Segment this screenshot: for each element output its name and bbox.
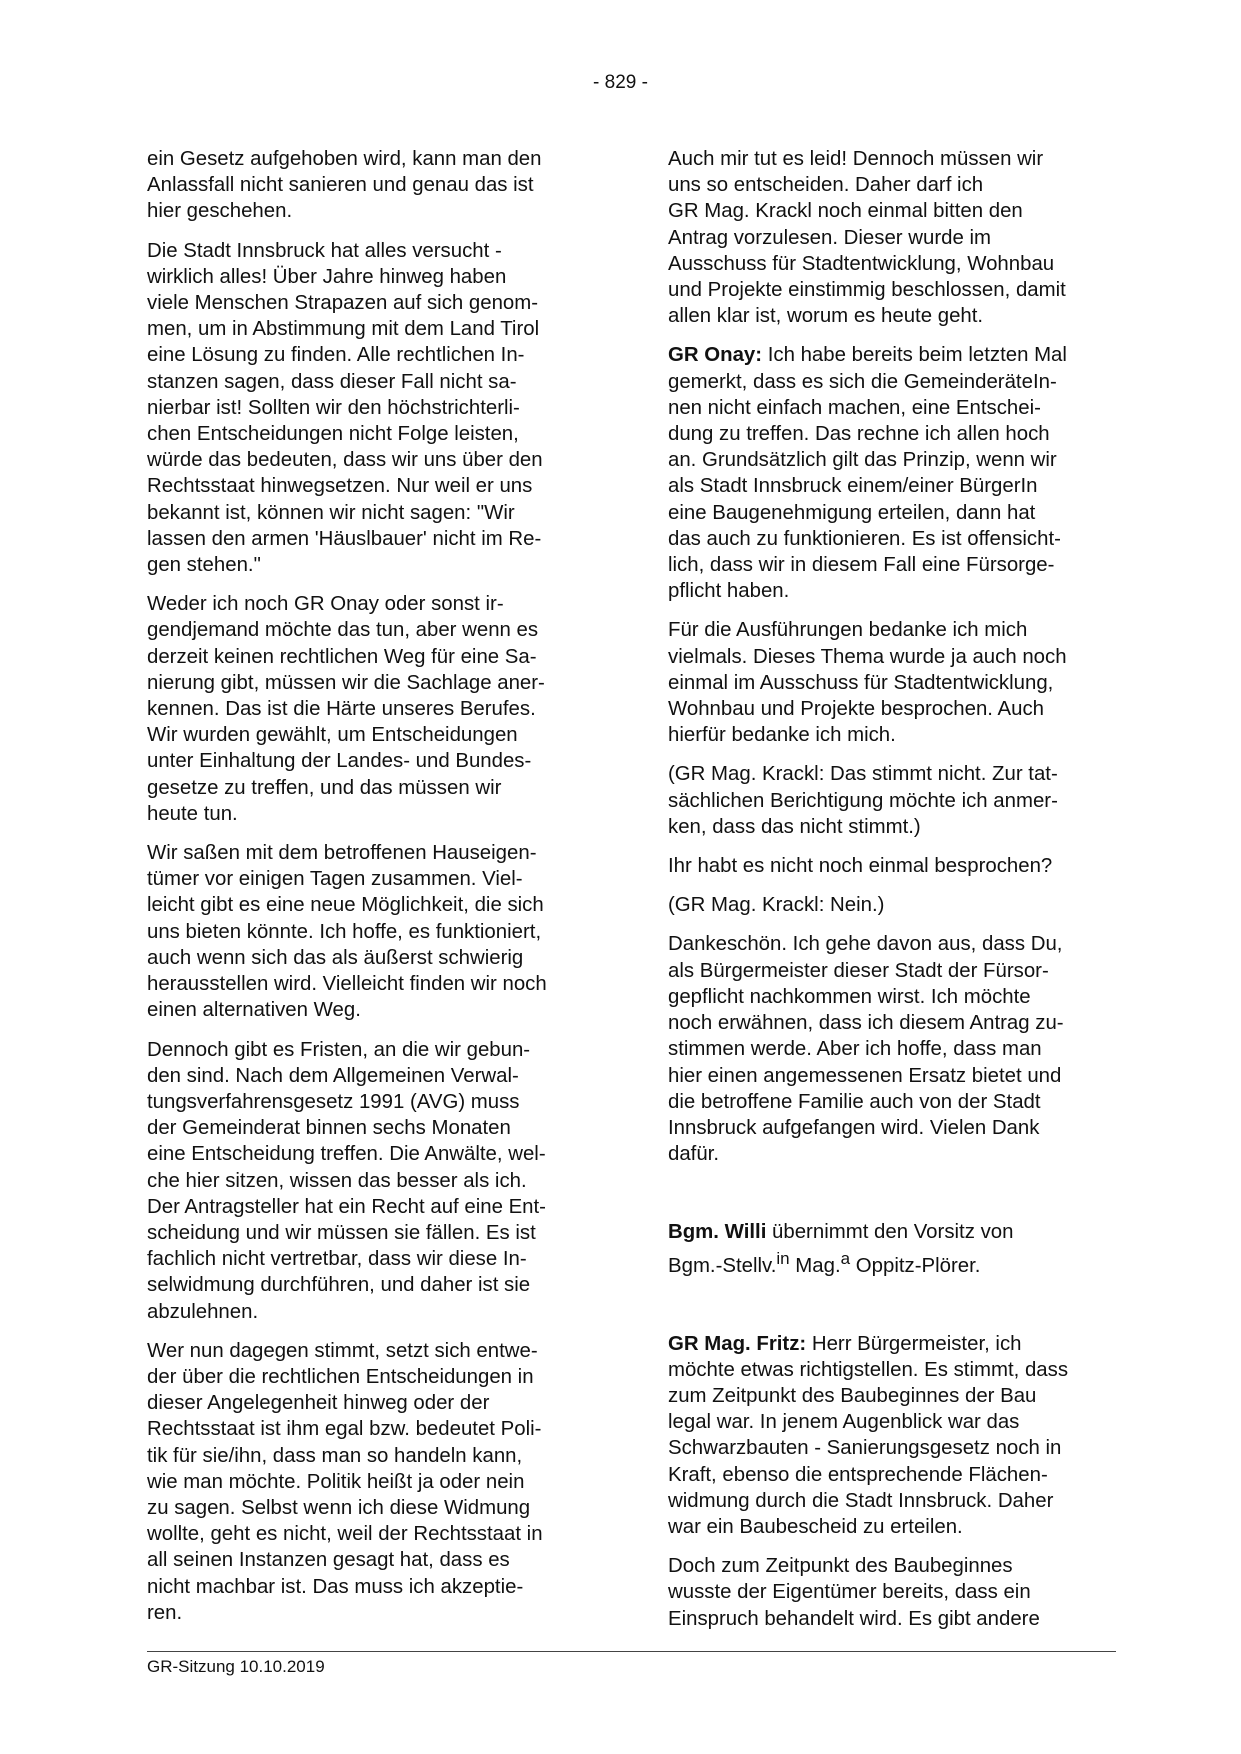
speech-text: Ich habe bereits beim letzten Mal gemerkt, dass es sich die GemeinderäteIn- nen nicht einfach machen, eine Entschei- dung zu treffen. Das rechne ich allen hoch an. Grundsätzlich gilt das Prinzip, wenn wir als Stadt Innsbruck einem/einer BürgerIn eine Baugenehmigung erteilen, dann hat das auch zu funktionieren. Es ist offensicht- lich, dass wir in diesem Fall eine Fürsorge- pflicht haben. (668, 344, 1067, 603)
paragraph: Dankeschön. Ich gehe davon aus, dass Du, als Bürgermeister dieser Stadt der Fürsor- gepflicht nachkommen wirst. Ich möchte noch erwähnen, dass ich diesem Antrag zu- stimmen werde. Aber ich hoffe, dass man hier einen angemessenen Ersatz bietet und die betroffene Familie auch von der Stadt Innsbruck aufgefangen wird. Vielen Dank dafür. (668, 933, 1064, 1166)
footer-divider (147, 1651, 1116, 1652)
page-number: - 829 - (593, 72, 648, 93)
interjection: (GR Mag. Krackl: Nein.) (668, 894, 885, 917)
paragraph: Doch zum Zeitpunkt des Baubeginnes wusste der Eigentümer bereits, dass ein Einspruch behandelt wird. Es gibt andere (668, 1555, 1040, 1630)
speaker-name: GR Onay: (668, 344, 763, 367)
superscript: a (840, 1248, 851, 1268)
speech-fritz (668, 1331, 1116, 1541)
paragraph: Dennoch gibt es Fristen, an die wir gebun- den sind. Nach dem Allgemeinen Verwal- tungsverfahrensgesetz 1991 (AVG) muss der Gemeinderat binnen sechs Monaten eine Entscheidung treffen. Die Anwälte, wel- che hier sitzen, wissen das besser als ich. Der Antragsteller hat ein Recht auf eine Ent- scheidung und wir müssen sie fällen. Es ist fachlich nicht vertretbar, dass wir diese In- selwidmung durchführen, und daher ist sie abzulehnen. (147, 1038, 546, 1323)
paragraph: Wer nun dagegen stimmt, setzt sich entwe- der über die rechtlichen Entscheidungen in dieser Angelegenheit hinweg oder der Rechtsstaat ist ihm egal bzw. bedeutet Poli- tik für sie/ihn, dass man so handeln kann, wie man möchte. Politik heißt ja oder nein zu sagen. Selbst wenn ich diese Widmung wollte, geht es nicht, weil der Rechtsstaat in all seinen Instanzen gesagt hat, dass es nicht machbar ist. Das muss ich akzeptie- ren. (147, 1339, 543, 1624)
speech-onay (668, 342, 1116, 604)
right-column (668, 146, 1116, 1645)
speaker-name: GR Mag. Fritz: (668, 1332, 807, 1355)
interjection: (GR Mag. Krackl: Das stimmt nicht. Zur tat- sächlichen Berichtigung möchte ich anmer- ken, dass das nicht stimmt.) (668, 763, 1058, 838)
paragraph: Die Stadt Innsbruck hat alles versucht - wirklich alles! Über Jahre hinweg haben viele Menschen Strapazen auf sich genom- men, um in Abstimmung mit dem Land Tirol eine Lösung zu finden. Alle rechtlichen In- stanzen sagen, dass dieser Fall nicht sa- nierbar ist! Sollten wir den höchstrichterli- chen Entscheidungen nicht Folge leisten, würde das bedeuten, dass wir uns über den Rechtsstaat hinwegsetzen. Nur weil er uns bekannt ist, können wir nicht sagen: "Wir lassen den armen 'Häuslbauer' nicht im Re- gen stehen." (147, 239, 543, 577)
paragraph: Auch mir tut es leid! Dennoch müssen wir uns so entscheiden. Daher darf ich GR Mag. Krackl noch einmal bitten den Antrag vorzulesen. Dieser wurde im Ausschuss für Stadtentwicklung, Wohnbau und Projekte einstimmig beschlossen, damit allen klar ist, worum es heute geht. (668, 148, 1066, 328)
chair-change-note (668, 1219, 1116, 1278)
note-text: Mag. (789, 1254, 841, 1277)
speaker-name: Bgm. Willi (668, 1221, 767, 1244)
paragraph: Weder ich noch GR Onay oder sonst ir- gendjemand möchte das tun, aber wenn es derzeit keinen rechtlichen Weg für eine Sa- nierung gibt, müssen wir die Sachlage aner- kennen. Das ist die Härte unseres Berufes. Wir wurden gewählt, um Entscheidungen unter Einhaltung der Landes- und Bundes- gesetze zu treffen, und das müssen wir heute tun. (147, 593, 545, 825)
speech-text: Herr Bürgermeister, ich möchte etwas richtigstellen. Es stimmt, dass zum Zeitpunkt des Baubeginnes der Bau legal war. In jenem Augenblick war das Schwarzbauten - Sanierungsgesetz noch in Kraft, ebenso die entsprechende Flächen- widmung durch die Stadt Innsbruck. Daher war ein Baubescheid zu erteilen. (668, 1332, 1069, 1538)
paragraph: Für die Ausführungen bedanke ich mich vielmals. Dieses Thema wurde ja auch noch einmal im Ausschuss für Stadtentwicklung, Wohnbau und Projekte besprochen. Auch hierfür bedanke ich mich. (668, 619, 1067, 747)
superscript: in (776, 1248, 790, 1268)
footer-session-label: GR-Sitzung 10.10.2019 (147, 1657, 325, 1676)
left-column (147, 146, 595, 1639)
paragraph: Ihr habt es nicht noch einmal besprochen? (668, 855, 1053, 878)
paragraph: Wir saßen mit dem betroffenen Hauseigen- tümer vor einigen Tagen zusammen. Viel- leicht gibt es eine neue Möglichkeit, die sich uns bieten könnte. Ich hoffe, es funktioniert, auch wenn sich das als äußerst schwierig herausstellen wird. Vielleicht finden wir noch einen alternativen Weg. (147, 842, 547, 1022)
note-text: Oppitz-Plörer. (850, 1254, 981, 1277)
note-text: übernimmt den Vorsitz von Bgm.-Stellv. (668, 1221, 1014, 1277)
paragraph: ein Gesetz aufgehoben wird, kann man den Anlassfall nicht sanieren und genau das ist hier geschehen. (147, 148, 542, 223)
